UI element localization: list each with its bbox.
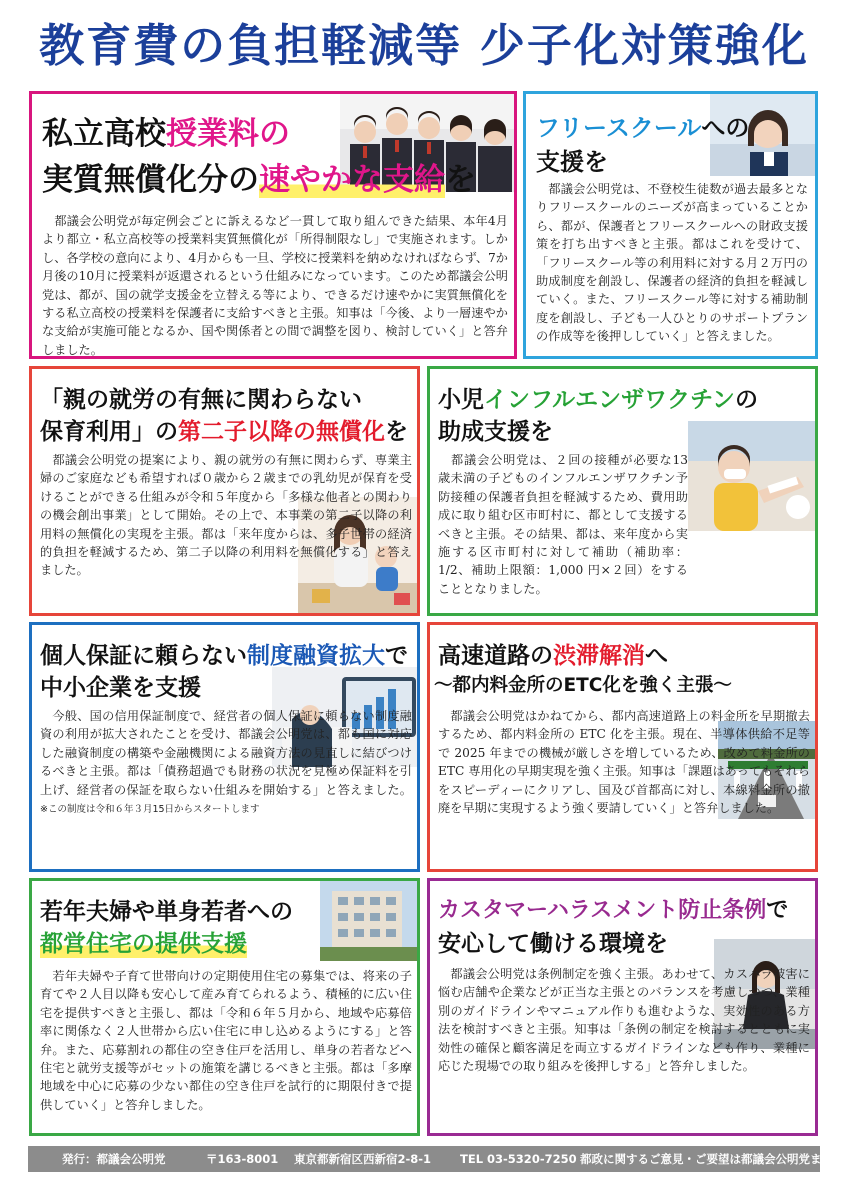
section-private-highschool [29,91,517,359]
section-highway [427,622,818,872]
highway-heading-line2: 〜都内料金所のETC化を強く主張〜 [434,675,732,696]
childcare-body: 都議会公明党の提案により、親の就労の有無に関わらず、専業主婦のご家庭なども希望すれば０歳から２歳までの乳幼児が保育を受けることができる仕組みが令和５年度から「多様な他者との関わりの機会創出事業」として開始。その上で、本事業の第二子以降の利用料の無償化の実現を主張。都は「来年度からは、多子世帯の経済的負担を軽減するため、第二子以降の利用料を無償化する」と答えました。 [40,453,412,578]
section-free-school [523,91,818,359]
private-hs-heading-line1: 私立高校授業料の [42,116,290,152]
footer-tel: TEL 03-5320-7250 [460,1152,577,1166]
vaccination-photo [688,421,818,531]
private-hs-body: 都議会公明党が毎定例会ごとに訴えるなど一貫して取り組んできた結果、本年4月より都立・私立高校等の授業料実質無償化が「所得制限なし」で実施されます。しかし、各学校の意向により、4月からも一旦、学校に授業料を納めなければならず、7か月後の10月に授業料が返還されるという仕組みになっています。このため都議会公明党は、都が、国の就学支援金を立替える等により、できるだけ速やかに実質無償化をする私立高校の授業料を保護者に支給すべきと主張。知事は「今後、より一層速やかな支給が実施可能となるか、国や関係者との間で調整を図り、検討していく」と答弁しました。 [42,214,508,357]
footer-publisher: 発行：都議会公明党 [62,1152,166,1166]
childcare-heading-line2: 保育利用」の第二子以降の無償化を [40,419,408,445]
page-title: 教育費の負担軽減等 少子化対策強化 [39,19,809,72]
section-sme-finance [29,622,420,872]
childcare-heading-line1: 「親の就労の有無に関わらない [40,387,362,413]
footer-postal: 〒163-8001 [206,1152,279,1166]
finance-heading-line1: 個人保証に頼らない制度融資拡大で [40,643,408,669]
housing-heading-line1: 若年夫婦や単身若者への [40,899,293,925]
influenza-body: 都議会公明党は、２回の接種が必要な13 歳未満の子どものインフルエンザワクチン予防接種の保護者負担を軽減するため、費用助成に取り組む区市町村に、都として支援するべきと主張。その結果、都は、来年度から実施する区市町村に対して補助（補助率：1/2、補助上限額：1,000 円×２回）をすることとなりました。 [438,453,688,596]
free-school-heading-line2: 支援を [536,148,608,176]
influenza-heading-line1: 小児インフルエンザワクチンの [438,387,758,413]
footer-bar [28,1146,845,1172]
highway-heading-line1: 高速道路の渋滞解消へ [438,643,668,669]
finance-note: ※この制度は令和６年３月15日からスタートします [40,804,260,816]
finance-heading-line2: 中小企業を支援 [40,675,201,701]
footer-contact: 都政に関するご意見・ご要望は都議会公明党まで。 [580,1152,845,1166]
section-influenza [427,366,818,616]
section-customer-harassment [427,878,818,1136]
harassment-body: 都議会公明党は条例制定を強く主張。あわせて、カスハラ被害に悩む店舗や企業などが正当な主張とのバランスを考慮しつつ、業種別のガイドラインやマニュアル作りも進むような、実効性のある方法を検討すべきと主張。知事は「条例の制定を検討するとともに実効性の確保と顧客満足を両立するガイドラインなども作り、業種に応じた現場での取り組みを後押しする」と答弁しました。 [438,967,810,1074]
section-childcare [29,366,420,616]
free-school-heading-line1: フリースクールへの [536,114,750,142]
influenza-heading-line2: 助成支援を [438,419,553,445]
highway-body: 都議会公明党はかねてから、都内高速道路上の料金所を早期撤去するため、都内料金所の ETC 化を主張。現在、半導体供給不足等で 2025 年までの機械が厳しさを増しているため、改めて料金所の ETC 専用化の早期実現を強く主張。知事は「課題はあってもそれらをスピーディーにクリアし、国及び首都高に対し、本線料金所の撤廃を早期に実現するよう強く要請していく」と答弁しました。 [438,709,810,816]
apartment-photo [320,881,420,961]
housing-heading-line2: 都営住宅の提供支援 [40,925,247,958]
free-school-body: 都議会公明党は、不登校生徒数が過去最多となりフリースクールのニーズが高まっていることから、都が、保護者とフリースクールへの財政支援策を打ち出すべきと主張。都はこれを受けて、「フリースクール等の利用料に対する月２万円の助成制度を創設し、保護者の経済的負担を軽減していく。また、フリースクール等に対する補助制度を創設し、子ども一人ひとりのサポートプランの作成等を後押ししていく」と答えました。 [536,182,808,344]
footer-address: 東京都新宿区西新宿2-8-1 [294,1152,432,1166]
harassment-heading-line1: カスタマーハラスメント防止条例で [438,898,789,923]
housing-body: 若年夫婦や子育て世帯向けの定期使用住宅の募集では、将来の子育てや２人目以降も安心して産み育てられるよう、積極的に広い住宅を提供すべきと主張し、都は「令和６年５月から、地域や応募倍率に関係なく２人世帯から広い住宅に申し込めるようにする」と答弁。また、応募割れの都住の空き住戸を活用し、単身の若者などへ住宅と就労支援等がセットの施策を講じるべきと主張。都は「多摩地域を中心に応募の少ない都住の空き住戸を試行的に期限付きで提供していく」と答弁しました。 [40,969,412,1112]
section-housing [29,878,420,1136]
private-hs-heading-line2: 実質無償化分の速やかな支給を [42,162,476,198]
finance-body: 今般、国の信用保証制度で、経営者の個人保証に頼らない制度融資の利用が拡大されたことを受け、都議会公明党は、都も国に対応した融資制度の構築や金融機関による融資方法の見直しに結びつけるべきと主張。都は「債務超過でも財務の状況を見極め保証料を引上げ、経営者の保証を取らない仕組みを開始する」と答えました。 ※この制度は令和６年３月15日からスタートします [40,709,412,816]
harassment-heading-line2: 安心して働ける環境を [438,931,668,957]
